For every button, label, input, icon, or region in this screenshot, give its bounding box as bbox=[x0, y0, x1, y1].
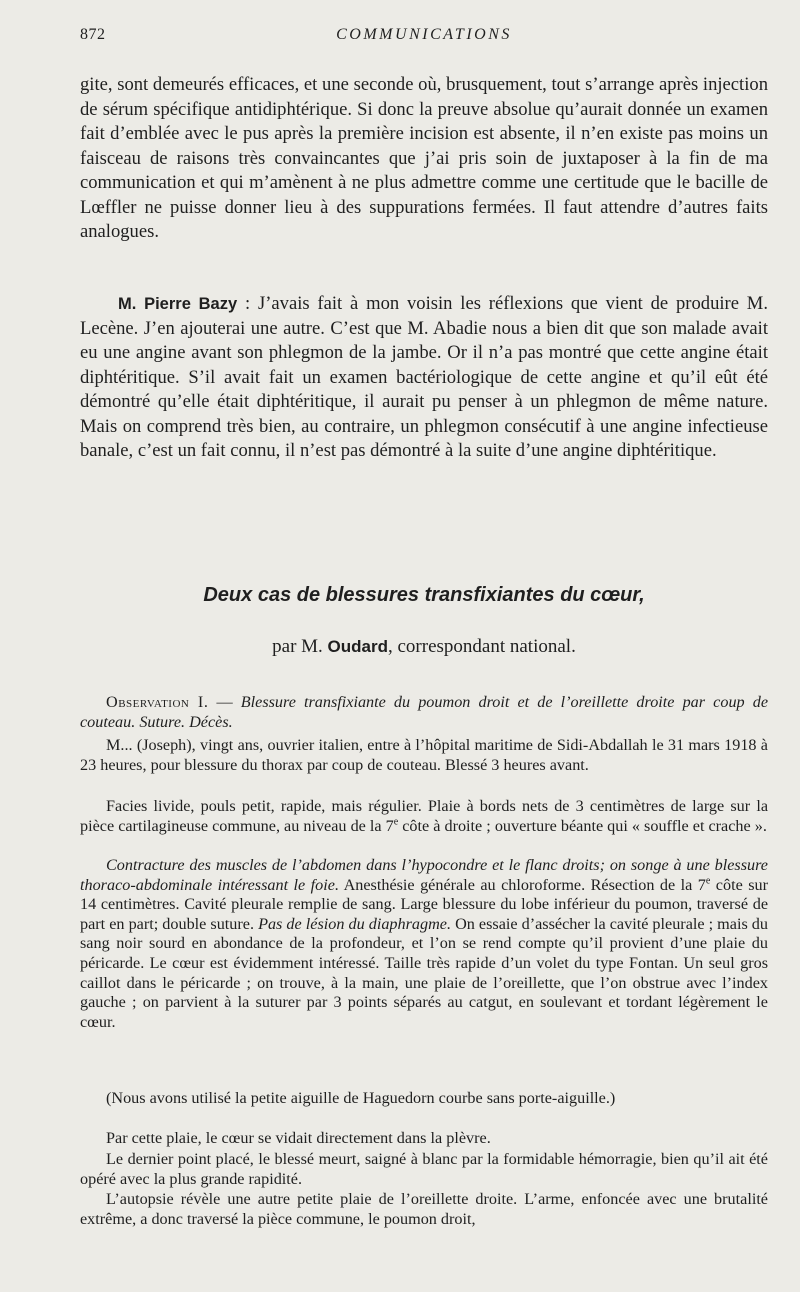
text-run: côte sur 14 centimètres. Cavité pleurale remplie de sang. Large blessure du lobe inférieur du poumon, traversé de part en part; double suture. bbox=[80, 875, 768, 933]
page-number: 872 bbox=[80, 26, 106, 43]
byline-prefix: par M. bbox=[272, 636, 328, 657]
italic-run: Contracture des muscles de l’abdomen dans l’hypocondre et le flanc droits; on songe à une blessure thoraco-abdominale intéressant le foie. bbox=[80, 856, 768, 894]
observation-paragraph: L’autopsie révèle une autre petite plaie de l’oreillette droite. L’arme, enfoncée avec une brutalité extrême, a donc traversé la pièce commune, le poumon droit, bbox=[80, 1190, 768, 1228]
author-name: Oudard bbox=[327, 637, 388, 656]
observation-paragraph bbox=[80, 856, 768, 1032]
text-run: Anesthésie générale au chloroforme. Résection de la 7 bbox=[339, 875, 706, 894]
speaker-remark: : J’avais fait à mon voisin les réflexions que vient de produire M. Lecène. J’en ajouterai une autre. C’est que M. Abadie nous a bien dit que son malade avait eu une angine avant son phlegmon de la jambe. Or il n’a pas montré que cette angine était diphtéritique. S’il avait fait un examen bactériologique de cette angine et qu’il eût été démontré qu’elle était diphtéritique, il aurait pu penser à un phlegmon de même nature. Mais on comprend très bien, au contraire, un phlegmon consécutif à une angine infectieuse banale, c’est un fait connu, il n’est pas démontré à la suite d’une angine diphtéritique. bbox=[80, 293, 768, 461]
observation-paragraph: Le dernier point placé, le blessé meurt, saigné à blanc par la formidable hémorragie, bien qu’il ait été opéré avec la plus grande rapidité. bbox=[80, 1150, 768, 1188]
article-byline bbox=[80, 636, 768, 658]
article-title: Deux cas de blessures transfixiantes du cœur, bbox=[203, 584, 645, 606]
byline-suffix: , correspondant national. bbox=[388, 636, 576, 657]
text-run: On essaie d’assécher la cavité pleurale ; mais du sang noir sourd en abondance de la profondeur, et l’on se rend compte qu’il provient d’une plaie du péricarde. Le cœur est évidemment intéressé. Taille très rapide d’un volet du type Fontan. Un seul gros caillot dans le péricarde ; on trouve, à la main, une plaie de l’oreillette, que l’on obstrue avec l’index gauche ; on parvient à la suturer par 3 points séparés au catgut, en soulevant et tordant légèrement le cœur. bbox=[80, 914, 768, 1031]
heading-separator: — bbox=[208, 693, 241, 711]
page-header bbox=[80, 26, 768, 50]
running-title: COMMUNICATIONS bbox=[336, 26, 512, 43]
observation-paragraph: M... (Joseph), vingt ans, ouvrier italien, entre à l’hôpital maritime de Sidi-Abdallah le 31 mars 1918 à 23 heures, pour blessure du thorax par coup de couteau. Blessé 3 heures avant. bbox=[80, 736, 768, 774]
observation-label: Observation I. bbox=[106, 693, 209, 711]
speaker-name: M. Pierre Bazy bbox=[118, 295, 238, 313]
italic-run: Pas de lésion du diaphragme. bbox=[258, 914, 452, 933]
superscript: e bbox=[705, 875, 711, 887]
observation-title: Blessure transfixiante du poumon droit et de l’oreillette droite par coup de couteau. Suture. Décès. bbox=[80, 693, 769, 731]
observation-heading bbox=[80, 693, 768, 732]
text-run: côte à droite ; ouverture béante qui « souffle et crache ». bbox=[398, 816, 767, 835]
discussion-paragraph-bazy bbox=[80, 292, 768, 464]
observation-paragraph: (Nous avons utilisé la petite aiguille de Haguedorn courbe sans porte-aiguille.) bbox=[106, 1089, 616, 1107]
observation-paragraph bbox=[80, 797, 768, 836]
observation-paragraph: Par cette plaie, le cœur se vidait directement dans la plèvre. bbox=[106, 1129, 491, 1147]
superscript: e bbox=[393, 816, 399, 828]
text-run: Facies livide, pouls petit, rapide, mais régulier. Plaie à bords nets de 3 centimètres de large sur la pièce cartilagineuse commune, au niveau de la 7 bbox=[80, 797, 768, 835]
discussion-paragraph: gite, sont demeurés efficaces, et une seconde où, brusquement, tout s’arrange après injection de sérum spécifique antidiphtérique. Si donc la preuve absolue qu’aurait donnée un examen fait d’emblée avec le pus après la première incision est absente, il n’en existe pas moins un faisceau de raisons très convaincantes que j’ai pris soin de juxtaposer à la fin de ma communication et qui m’amènent à ne plus admettre comme une certitude que le bacille de Lœffler ne puisse donner lieu à des suppurations fermées. Il faut attendre d’autres faits analogues. bbox=[80, 74, 768, 242]
